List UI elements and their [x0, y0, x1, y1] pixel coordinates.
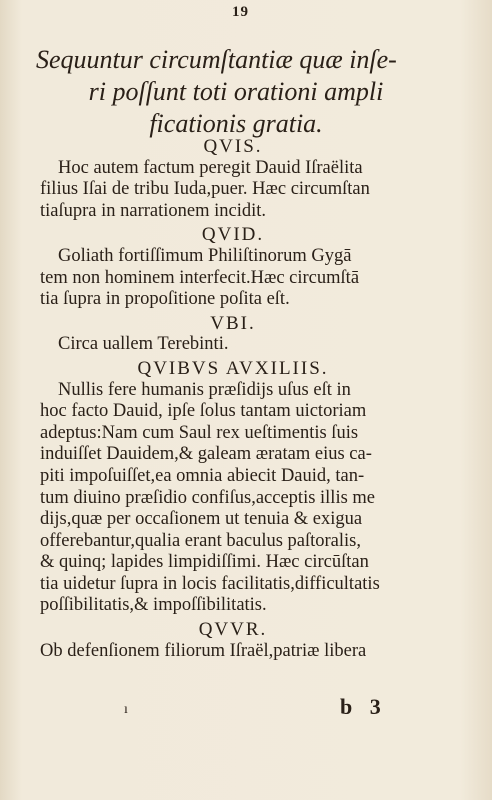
section-title-quur: QVVR. [198, 619, 268, 641]
text-line: induiſſet Dauidem,& galeam æratam eius ca- [40, 444, 372, 465]
section-title-quid: QVID. [201, 224, 265, 246]
text-line: & quinq; lapides limpidiſſimi. Hæc circūſtan [40, 552, 369, 573]
text-line: hoc facto Dauid, ipſe ſolus tantam uictoriam [40, 401, 367, 422]
heading-line-3: ficationis gratia. [149, 109, 323, 138]
text-line: Circa uallem Terebinti. [58, 334, 229, 355]
section-title-quis: QVIS. [203, 136, 263, 157]
text-line: tum diuino præſidio confiſus,acceptis illis me [40, 487, 376, 508]
text-line: Goliath fortiſſimum Philiſtinorum Gygā [58, 245, 352, 266]
text-line: tia uidetur ſupra in locis facilitatis,difficultatis [40, 573, 380, 594]
text-line: poſſibilitatis,& impoſſibilitatis. [40, 595, 267, 616]
text-line: adeptus:Nam cum Saul rex ueſtimentis ſuis [40, 422, 359, 443]
text-line: tiaſupra in narrationem incidit. [40, 200, 267, 221]
text-line: tem non hominem interfecit.Hæc circumſtā [40, 267, 360, 288]
section-paragraph-quid [40, 246, 426, 311]
signature-mark: b 3 [340, 694, 387, 719]
chapter-heading [36, 44, 436, 140]
section-title-ubi: VBI. [210, 312, 256, 334]
heading-line-1: Sequuntur circumſtantiæ quæ inſe- [36, 45, 397, 74]
section-paragraph-ubi [40, 334, 426, 356]
text-line: piti impoſuiſſet,ea omnia abiecit Dauid, tan- [40, 465, 365, 486]
section-title-quibus-auxiliis: QVIBVS AVXILIIS. [137, 357, 329, 379]
margin-mark: ı [124, 702, 128, 717]
page-number: 19 [232, 4, 249, 20]
heading-line-2: ri poſſunt toti orationi ampli [88, 77, 384, 106]
text-line: Hoc autem factum peregit Dauid Iſraëlita [58, 157, 363, 178]
text-line: filius Iſai de tribu Iuda,puer. Hæc circumſtan [40, 179, 370, 200]
text-line: offerebantur,qualia erant baculus paſtoralis, [40, 530, 361, 551]
text-line: Ob defenſionem filiorum Iſraël,patriæ libera [40, 640, 367, 661]
section-paragraph-quis [40, 158, 426, 223]
text-line: tia ſupra in propoſitione poſita eſt. [40, 289, 290, 310]
text-body [40, 134, 426, 662]
section-paragraph-quibus-auxiliis [40, 380, 426, 618]
text-line: dijs,quæ per occaſionem ut tenuia & exigua [40, 509, 363, 530]
section-paragraph-quur [40, 641, 426, 663]
text-line: Nullis fere humanis præſidijs uſus eſt in [58, 379, 351, 400]
